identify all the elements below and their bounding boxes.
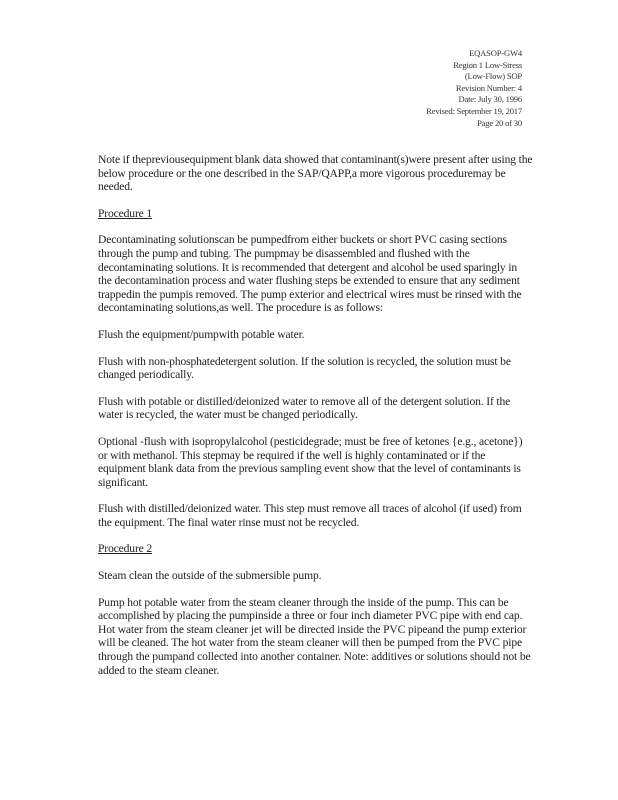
step-flush-water: Flush with potable or distilled/deionized water to remove all of the detergent solution. If the water is recycled, the water must be changed periodically. [98, 394, 511, 422]
document-body [98, 153, 533, 690]
step-flush-detergent: Flush with non-phosphatedetergent solution. If the solution is recycled, the solution must be changed periodically. [98, 354, 511, 382]
step-flush-potable: Flush the equipment/pumpwith potable water. [98, 327, 305, 341]
header-date: Date: July 30, 1996 [458, 94, 522, 105]
header-sop-type: (Low-Flow) SOP [464, 71, 522, 82]
document-header [426, 48, 522, 129]
procedure-1-paragraph: Decontaminating solutionscan be pumpedfrom either buckets or short PVC casing sections through the pump and tubing. The pumpmay be disassembled and flushed with the decontaminating solutions. It is recommended that detergent and alcohol be used sparingly in the decontamination process and water flushing steps be extended to ensure that any sediment trappedin the pumpis removed. The pump exterior and electrical wires must be rinsed with the decontaminating solutions,as well. The procedure is as follows: [98, 233, 522, 315]
header-page-number: Page 20 of 30 [477, 117, 522, 128]
intro-paragraph: Note if thepreviousequipment blank data showed that contaminant(s)were present after using the below procedure or the one described in the SAP/QAPP,a more vigorous proceduremay be needed. [98, 153, 533, 194]
header-doc-id: EQASOP-GW4 [469, 48, 522, 58]
step-optional-alcohol: Optional -flush with isopropylalcohol (pesticidegrade; must be free of ketones {e.g., acetone}) or with methanol. This stepmay be required if the well is highly contaminated or if the equipment blank data from the previous sampling event show that the level of contaminants is significant. [98, 434, 523, 489]
header-revision: Revision Number: 4 [455, 82, 522, 93]
step-steam-clean: Steam clean the outside of the submersible pump. [98, 569, 322, 583]
step-final-rinse: Flush with distilled/deionized water. This step must remove all traces of alcohol (if used) from the equipment. The final water rinse must not be recycled. [98, 502, 522, 529]
header-revised: Revised: September 19, 2017 [426, 105, 522, 116]
procedure-1-heading: Procedure 1 [98, 206, 153, 220]
procedure-2-heading: Procedure 2 [98, 542, 153, 556]
header-region: Region 1 Low-Stress [453, 59, 522, 70]
procedure-2-paragraph: Pump hot potable water from the steam cleaner through the inside of the pump. This can be accomplished by placing the pumpinside a three or four inch diameter PVC pipe with end cap. Hot water from the steam cleaner jet will be directed inside the PVC pipeand the pump exterior will be cleaned. The hot water from the steam cleaner will then be pumped from the PVC pipe through the pumpand collected into another container. Note: additives or solutions should not be added to the steam cleaner. [98, 595, 531, 677]
